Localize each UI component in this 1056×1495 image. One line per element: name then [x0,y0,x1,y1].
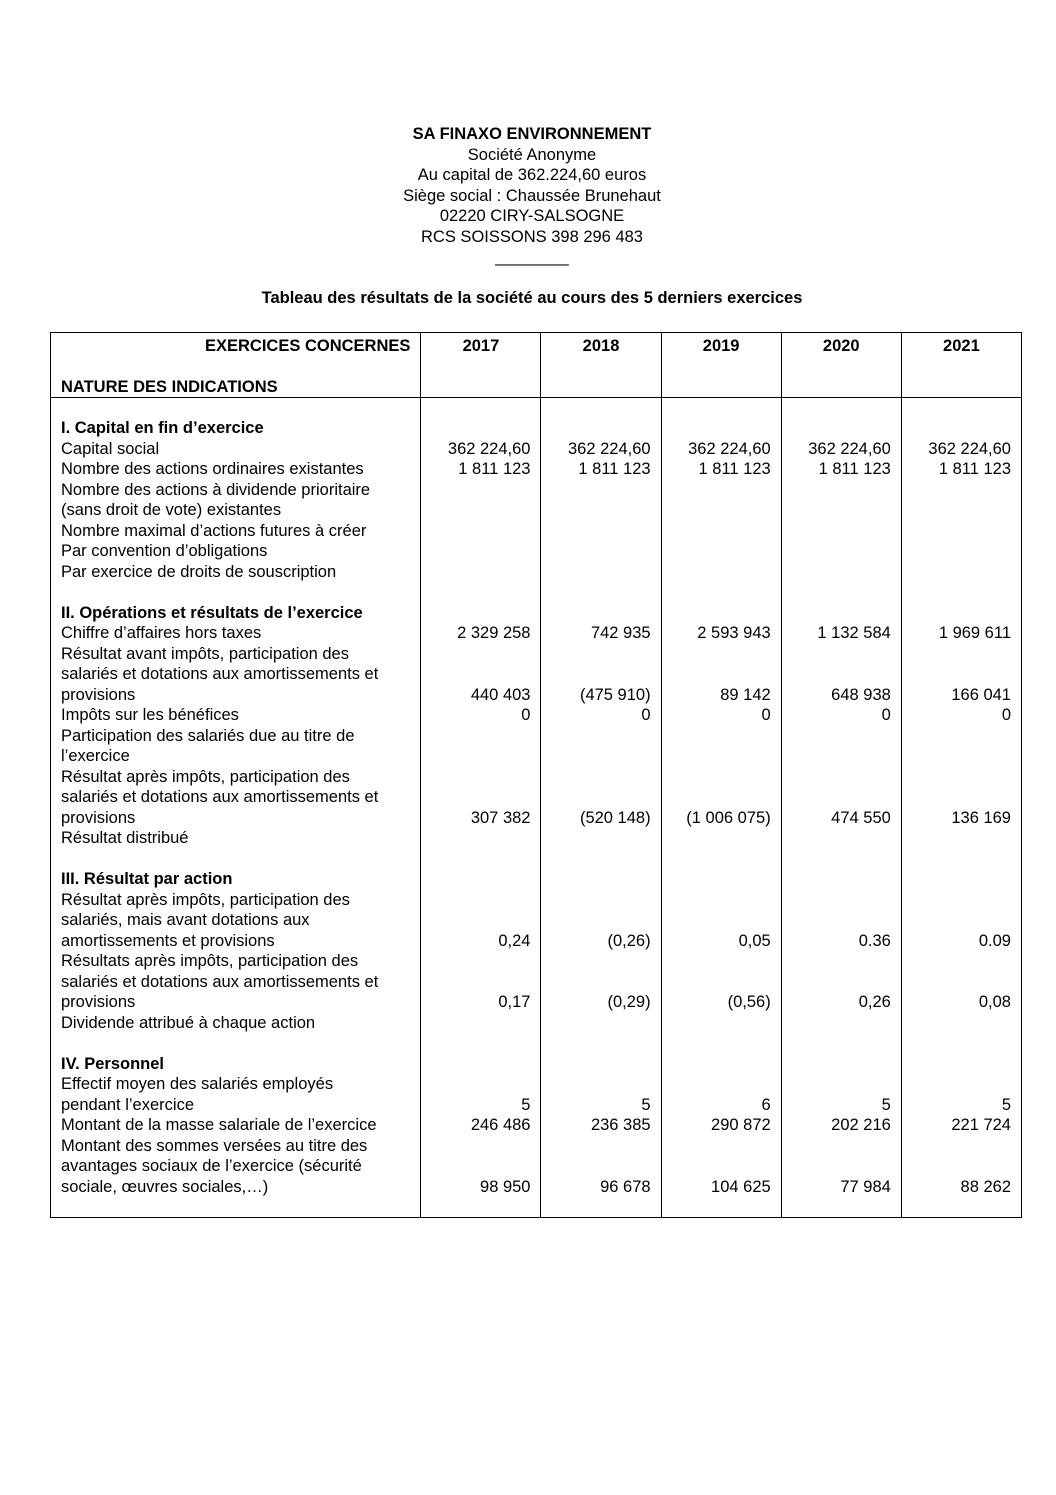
value-cell [425,1054,530,1075]
value-cell [545,562,650,583]
value-cell [545,541,650,562]
values-column-2021 [901,398,1021,1218]
value-cell [545,1074,650,1095]
company-postcode-city: 02220 CIRY-SALSOGNE [439,207,625,225]
value-cell [906,787,1011,808]
value-cell [786,418,891,439]
value-cell [425,1136,530,1157]
value-cell [545,951,650,972]
indication-line [61,849,416,870]
value-cell [666,418,771,439]
value-cell: 96 678 [600,1177,651,1196]
value-cell: (1 006 075) [686,808,771,827]
indication-line: Nombre des actions ordinaires existantes [61,460,364,478]
value-cell: 0 [1001,706,1011,724]
value-cell: 77 984 [840,1177,891,1196]
value-cell [666,603,771,624]
indication-line: Effectif moyen des salariés employés [61,1075,334,1093]
value-cell [786,869,891,890]
value-cell: 1 811 123 [938,460,1011,478]
value-cell: 166 041 [951,685,1011,704]
value-cell [545,787,650,808]
exercices-label: EXERCICES CONCERNES [205,337,411,355]
value-cell [906,767,1011,788]
value-cell [786,951,891,972]
indication-line: Participation des salariés due au titre de [61,726,355,745]
value-cell [786,644,891,665]
value-cell [906,951,1011,972]
value-cell [786,746,891,767]
company-name: SA FINAXO ENVIRONNEMENT [412,125,652,143]
value-cell: 0,17 [498,993,531,1011]
indication-line: Dividende attribué à chaque action [61,1013,316,1032]
value-cell: 1 811 123 [578,460,651,478]
indication-line: l’exercice [61,747,130,765]
value-cell: 88 262 [960,1177,1011,1196]
value-cell [906,582,1011,603]
indication-line: Montant de la masse salariale de l’exercice [61,1116,377,1134]
value-cell: 2 593 943 [697,624,771,642]
value-cell: (0,29) [607,993,651,1011]
indication-line: Impôts sur les bénéfices [61,706,239,724]
value-cell: (0,56) [727,993,771,1011]
value-cell [906,541,1011,562]
value-cell [425,849,530,870]
indications-column [51,398,421,1218]
value-cell [786,828,891,849]
value-cell [666,787,771,808]
value-cell [906,849,1011,870]
value-cell [666,500,771,521]
value-cell [906,1013,1011,1034]
value-cell: 648 938 [831,685,891,704]
indication-line: provisions [61,808,136,827]
value-cell [906,972,1011,993]
value-cell [425,664,530,685]
indication-line: provisions [61,685,136,704]
value-cell: 0.09 [978,931,1011,950]
indication-line: (sans droit de vote) existantes [61,501,282,519]
year-header-2020: 2020 [781,333,901,398]
year-header-2017: 2017 [421,333,541,398]
indication-line: pendant l’exercice [61,1095,194,1114]
value-cell: 202 216 [831,1116,891,1134]
value-cell: 0 [521,706,531,724]
value-cell [906,910,1011,931]
value-cell [545,582,650,603]
value-cell [906,869,1011,890]
value-cell [666,726,771,747]
value-cell [666,849,771,870]
value-cell [666,910,771,931]
value-cell [666,1033,771,1054]
value-cell: (520 148) [579,808,651,827]
value-cell [786,1156,891,1177]
value-cell [666,890,771,911]
value-cell: (0,26) [607,931,651,950]
value-cell [906,664,1011,685]
value-cell [545,1013,650,1034]
value-cell: 307 382 [470,808,531,827]
value-cell: 136 169 [951,808,1011,827]
indication-line: Résultat avant impôts, participation des [61,644,349,663]
section-heading: I. Capital en fin d’exercice [61,419,264,437]
indication-line: amortissements et provisions [61,931,275,950]
value-cell [786,562,891,583]
value-cell: 221 724 [951,1116,1011,1134]
value-cell [666,972,771,993]
value-cell: 1 811 123 [818,460,891,478]
values-column-2020 [781,398,901,1218]
value-cell [425,828,530,849]
value-cell: 0 [641,706,651,724]
table-body-row [51,398,1022,1218]
values-column-2018 [541,398,661,1218]
value-cell [666,951,771,972]
value-cell [425,562,530,583]
value-cell: 2 329 258 [457,624,531,642]
value-cell [666,644,771,665]
value-cell [545,767,650,788]
value-cell [906,562,1011,583]
value-cell [786,1074,891,1095]
table-title: Tableau des résultats de la société au cours des 5 derniers exercices [261,289,803,307]
section-heading: III. Résultat par action [61,870,233,888]
value-cell: 1 132 584 [817,624,891,642]
value-cell: 362 224,60 [928,439,1011,458]
value-cell [545,1136,650,1157]
value-cell: 0,08 [978,993,1011,1011]
value-cell: 1 811 123 [698,460,771,478]
value-cell [545,828,650,849]
value-cell [425,644,530,665]
value-cell [786,726,891,747]
indication-line: Résultat après impôts, participation des [61,890,350,909]
value-cell [545,869,650,890]
company-rcs: RCS SOISSONS 398 296 483 [421,227,643,246]
value-cell [545,890,650,911]
value-cell: 474 550 [831,808,891,827]
value-cell [666,1054,771,1075]
value-cell [786,521,891,542]
value-cell: 0.36 [858,931,891,950]
value-cell [906,1136,1011,1157]
indication-line: salariés et dotations aux amortissements et [61,788,379,806]
value-cell [425,521,530,542]
year-header-2019: 2019 [661,333,781,398]
value-cell [786,664,891,685]
value-cell: 362 224,60 [447,439,531,458]
value-cell: 1 969 611 [938,624,1011,642]
value-cell [425,582,530,603]
value-cell [425,1033,530,1054]
value-cell [906,726,1011,747]
indication-line: Par exercice de droits de souscription [61,562,337,581]
section-heading: IV. Personnel [61,1054,165,1073]
value-cell [786,910,891,931]
value-cell: 98 950 [480,1177,531,1196]
value-cell [906,1074,1011,1095]
value-cell [666,541,771,562]
value-cell [545,664,650,685]
value-cell [906,1156,1011,1177]
value-cell [545,644,650,665]
value-cell [545,603,650,624]
value-cell [906,644,1011,665]
indication-line: sociale, œuvres sociales,…) [61,1177,269,1196]
indication-line: Résultat après impôts, participation des [61,767,350,786]
indication-line [61,1033,416,1054]
indication-line [61,582,416,603]
value-cell [545,480,650,501]
value-cell: 1 811 123 [458,460,531,478]
value-cell: 0 [761,706,771,724]
value-cell: 362 224,60 [568,439,651,458]
value-cell [545,521,650,542]
header-label-cell [51,333,421,398]
value-cell [906,746,1011,767]
value-cell: 104 625 [711,1177,771,1196]
value-cell [666,767,771,788]
value-cell [545,1054,650,1075]
indication-line: salariés, mais avant dotations aux [61,911,310,929]
value-cell [786,1054,891,1075]
value-cell [786,500,891,521]
results-table [50,332,1022,1218]
indication-line: Nombre des actions à dividende prioritaire [61,480,371,499]
value-cell [906,480,1011,501]
value-cell [666,664,771,685]
table-header-row [51,333,1022,398]
value-cell [786,1033,891,1054]
value-cell [545,972,650,993]
value-cell [425,1074,530,1095]
value-cell [786,1013,891,1034]
year-header-2021: 2021 [901,333,1021,398]
value-cell [666,521,771,542]
value-cell [906,521,1011,542]
company-form: Société Anonyme [467,145,597,164]
indication-line: provisions [61,993,136,1011]
indication-line: Nombre maximal d’actions futures à créer [61,521,367,540]
value-cell [786,849,891,870]
value-cell [666,1074,771,1095]
indication-line: Par convention d’obligations [61,542,268,560]
value-cell [425,500,530,521]
value-cell: 742 935 [590,624,651,642]
value-cell: 5 [641,1095,651,1114]
value-cell [666,1013,771,1034]
value-cell: 0,26 [858,993,891,1011]
value-cell [906,1033,1011,1054]
value-cell: 440 403 [470,685,531,704]
value-cell [425,767,530,788]
indication-line: Résultats après impôts, participation des [61,952,359,970]
indication-line: avantages sociaux de l’exercice (sécurité [61,1157,362,1175]
value-cell [425,541,530,562]
value-cell [906,603,1011,624]
value-cell [425,1156,530,1177]
value-cell: 0,05 [738,931,771,950]
value-cell [545,500,650,521]
value-cell [666,1136,771,1157]
value-cell [786,1136,891,1157]
value-cell: 0 [881,706,891,724]
value-cell [786,972,891,993]
value-cell [545,849,650,870]
value-cell [666,582,771,603]
values-column-2017 [421,398,541,1218]
value-cell [906,890,1011,911]
value-cell [786,890,891,911]
value-cell: 5 [1001,1095,1011,1114]
value-cell [425,910,530,931]
value-cell [425,726,530,747]
company-capital: Au capital de 362.224,60 euros [417,166,647,184]
value-cell [906,1054,1011,1075]
indication-line: salariés et dotations aux amortissements et [61,972,379,991]
value-cell [786,767,891,788]
value-cell [666,1156,771,1177]
value-cell [786,603,891,624]
value-cell: 362 224,60 [688,439,771,458]
nature-label: NATURE DES INDICATIONS [61,377,278,396]
document-header [0,124,1056,268]
value-cell: 5 [521,1095,531,1114]
value-cell [545,726,650,747]
value-cell: 0,24 [498,931,531,950]
value-cell [786,787,891,808]
value-cell [786,480,891,501]
value-cell [545,910,650,931]
value-cell [666,869,771,890]
value-cell: 89 142 [720,685,771,704]
value-cell [425,951,530,972]
year-header-2018: 2018 [541,333,661,398]
indication-line: Montant des sommes versées au titre des [61,1136,368,1155]
indication-line: Chiffre d’affaires hors taxes [61,624,262,642]
value-cell: 236 385 [590,1116,651,1134]
value-cell: 246 486 [470,1116,531,1134]
value-cell [906,828,1011,849]
company-seat: Siège social : Chaussée Brunehaut [403,186,661,205]
header-separator: ________ [495,248,569,266]
indication-line: Résultat distribué [61,829,189,847]
value-cell [425,480,530,501]
value-cell: 5 [881,1095,891,1114]
value-cell [906,418,1011,439]
value-cell [786,582,891,603]
value-cell [666,480,771,501]
indication-line: salariés et dotations aux amortissements et [61,665,379,683]
value-cell [666,746,771,767]
value-cell [545,418,650,439]
value-cell: 6 [761,1095,771,1114]
value-cell [425,890,530,911]
value-cell [425,972,530,993]
values-column-2019 [661,398,781,1218]
indication-line: Capital social [61,439,160,458]
value-cell [425,869,530,890]
value-cell [545,1156,650,1177]
value-cell [425,603,530,624]
value-cell [666,562,771,583]
value-cell: 362 224,60 [808,439,891,458]
value-cell [425,746,530,767]
value-cell [786,541,891,562]
value-cell [425,787,530,808]
section-heading: II. Opérations et résultats de l’exercice [61,603,363,622]
value-cell [425,1013,530,1034]
value-cell [545,746,650,767]
value-cell: (475 910) [579,685,651,704]
value-cell [545,1033,650,1054]
value-cell [666,828,771,849]
value-cell [906,500,1011,521]
value-cell: 290 872 [711,1116,771,1134]
value-cell [425,418,530,439]
